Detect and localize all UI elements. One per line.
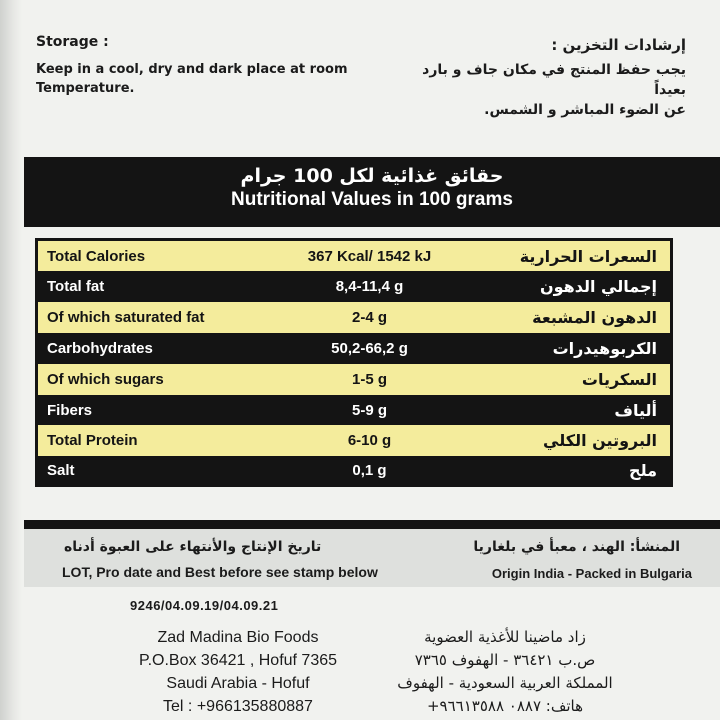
nutrient-value: 367 Kcal/ 1542 kJ [307,247,432,265]
address-ar [385,626,625,718]
address-ar-line-1: زاد ماضينا للأغذية العضوية [424,628,586,646]
dates-note-ar: تاريخ الإنتاج والأنتهاء على العبوة أدناه [64,539,322,555]
nutrition-row [38,241,670,271]
nutrition-row [38,302,670,333]
nutrient-name-ar: إجمالي الدهون [539,277,657,296]
storage-heading-ar: إرشادات التخزين : [551,36,686,54]
nutrient-name-ar: السعرات الحرارية [519,246,657,266]
nutrient-value: 0,1 g [352,461,387,479]
address-ar-line-3: المملكة العربية السعودية - الهفوف [397,674,613,692]
storage-section-en [36,34,356,98]
address-en [118,626,358,718]
nutrient-value: 8,4-11,4 g [335,278,404,295]
nutrition-row [38,395,670,425]
nutrient-value: 50,2-66,2 g [331,340,408,357]
nutrition-row [38,425,670,456]
address-ar-line-2: ص.ب ٣٦٤٢١ - الهفوف ٧٣٦٥ [414,651,596,669]
address-en-line-1: Zad Madina Bio Foods [157,629,319,646]
origin-section [24,529,720,587]
nutrient-value: 5-9 g [351,401,387,419]
nutrient-name-en: Salt [47,461,75,479]
nutrient-name-en: Total Calories [47,247,146,265]
nutrient-value: 6-10 g [347,432,392,449]
nutrient-name-en: Of which sugars [47,371,164,388]
storage-heading-en: Storage : [36,34,109,50]
nutrient-value: 1-5 g [351,371,387,388]
nutrient-name-en: Total Protein [47,432,138,449]
origin-note-en: Origin India - Packed in Bulgaria [491,566,692,581]
storage-line-ar-2: عن الضوء المباشر و الشمس. [484,102,686,118]
nutrition-row [38,333,670,364]
nutrient-name-ar: الكربوهيدرات [552,339,657,358]
nutrient-name-en: Carbohydrates [47,340,153,357]
nutrition-table [35,238,673,487]
lot-stamp: 9246/04.09.19/04.09.21 [130,598,279,613]
storage-section-ar [386,36,686,120]
nutrition-row [38,456,670,484]
nutrient-name-en: Of which saturated fat [47,309,205,326]
nutrition-row [38,364,670,395]
nutrient-name-ar: البروتين الكلي [543,431,657,450]
divider-band [24,520,720,529]
nutrient-name-en: Total fat [47,278,105,295]
storage-line-ar-1: يجب حفظ المنتج في مكان جاف و بارد بعيداً [422,62,686,98]
nutrient-name-ar: ملح [629,460,657,480]
nutrient-name-ar: الدهون المشبعة [532,308,657,327]
address-en-line-2: P.O.Box 36421 , Hofuf 7365 [138,652,338,669]
nutrient-name-ar: السكريات [581,370,657,389]
nutrient-name-en: Fibers [47,401,93,419]
storage-line-en-2: Temperature. [36,81,135,96]
nutrition-title-en: Nutritional Values in 100 grams [231,189,513,210]
nutrition-header [24,157,720,227]
storage-line-en-1: Keep in a cool, dry and dark place at room [36,62,348,77]
nutrient-value: 2-4 g [351,309,387,326]
package-edge-shadow [0,0,22,720]
nutrition-row [38,271,670,302]
dates-note-en: LOT, Pro date and Best before see stamp below [62,564,378,580]
address-en-line-4: Tel : +966135880887 [163,698,313,715]
address-en-line-3: Saudi Arabia - Hofuf [166,675,310,692]
address-ar-line-4: هاتف: ٠٨٨٧ ٩٦٦١٣٥٨٨+ [426,697,584,715]
origin-note-ar: المنشأ: الهند ، معبأ في بلغاريا [473,539,680,555]
nutrition-title-ar: حقائق غذائية لكل 100 جرام [240,165,504,187]
nutrient-name-ar: ألياف [614,400,657,420]
